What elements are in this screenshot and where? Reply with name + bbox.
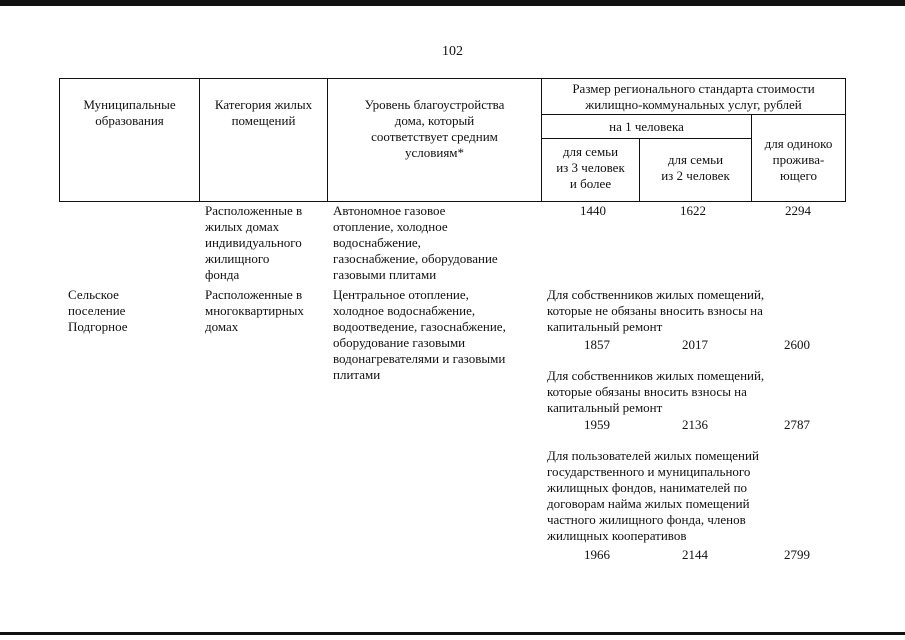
group3-value-single: 2799 <box>784 547 810 562</box>
group3-value-family3: 1966 <box>584 547 610 562</box>
header-rule-size <box>541 114 845 115</box>
header-municipality: Муниципальные образования <box>83 97 176 128</box>
row1-value-family2: 1622 <box>680 203 706 218</box>
row2-level: Центральное отопление, холодное водоснабжение, водоотведение, газоснабжение, оборудование газовыми водонагревателями и газовыми плитами <box>333 287 506 382</box>
header-level: Уровень благоустройства дома, который соответствует средним условиям* <box>364 97 505 160</box>
page-number: 102 <box>442 44 463 59</box>
municipality-name: Сельское поселение Подгорное <box>68 287 128 334</box>
header-family-2: для семьи из 2 человек <box>661 152 730 183</box>
row1-value-family3: 1440 <box>580 203 606 218</box>
row1-level: Автономное газовое отопление, холодное водоснабжение, газоснабжение, оборудование газовыми плитами <box>333 203 498 282</box>
header-single: для одиноко прожива- ющего <box>764 136 833 183</box>
table-border-right <box>845 78 846 202</box>
scan-border-bottom <box>0 632 905 635</box>
header-rule-bottom <box>59 201 845 202</box>
group2-value-family3: 1959 <box>584 417 610 432</box>
group1-label: Для собственников жилых помещений, которые не обязаны вносить взносы на капитальный ремонт <box>547 287 765 334</box>
table-border-top <box>59 78 845 79</box>
header-category: Категория жилых помещений <box>214 97 313 128</box>
row1-category: Расположенные в жилых домах индивидуального жилищного фонда <box>205 203 303 282</box>
header-rule-per-person <box>541 138 751 139</box>
group1-value-family2: 2017 <box>682 337 708 352</box>
header-per-person: на 1 человека <box>609 119 684 134</box>
header-family-3: для семьи из 3 человек и более <box>556 144 625 191</box>
group2-label: Для собственников жилых помещений, которые обязаны вносить взносы на капитальный ремонт <box>547 368 765 415</box>
group3-value-family2: 2144 <box>682 547 708 562</box>
group1-value-family3: 1857 <box>584 337 610 352</box>
header-size: Размер регионального стандарта стоимости жилищно-коммунальных услуг, рублей <box>572 81 815 112</box>
group2-value-family2: 2136 <box>682 417 708 432</box>
group3-label: Для пользователей жилых помещений государственного и муниципального жилищных фондов, нанимателей по договорам найма жилых помещений частного жилищного фонда, членов жилищных кооперативов <box>547 448 759 543</box>
group1-value-single: 2600 <box>784 337 810 352</box>
scan-border-top <box>0 0 905 6</box>
row1-value-single: 2294 <box>785 203 811 218</box>
group2-value-single: 2787 <box>784 417 810 432</box>
row2-category: Расположенные в многоквартирных домах <box>205 287 304 334</box>
